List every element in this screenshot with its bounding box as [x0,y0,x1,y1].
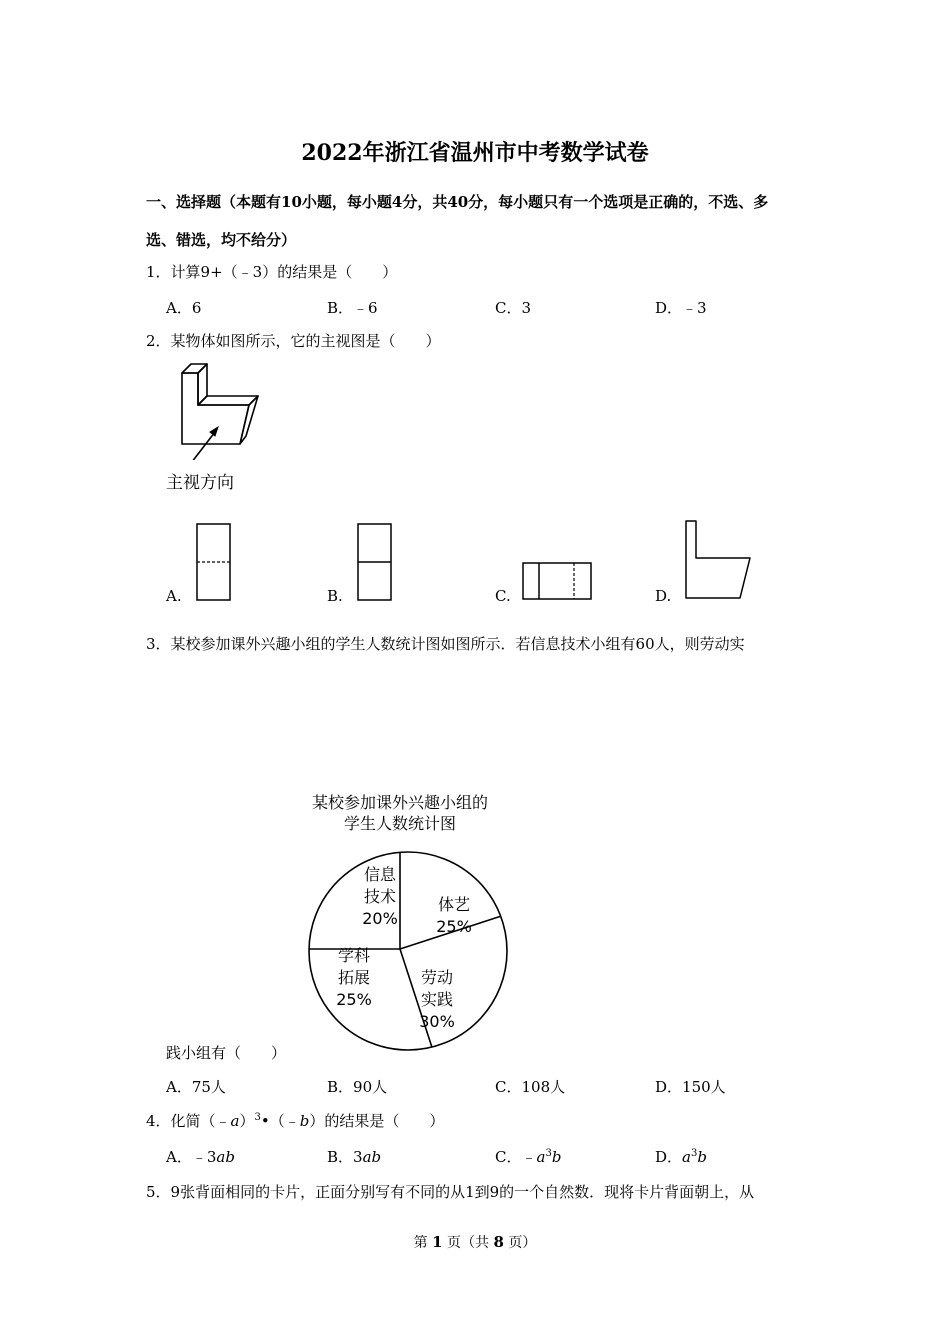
pie-label-info-tech-pct: 20% [362,909,398,928]
pie-slice-label-labor [414,967,460,1033]
q4-paren-close: ） [239,1112,255,1130]
q1-option-a: A．6 [166,299,202,317]
footer-prefix: 第 [413,1235,433,1251]
q3-option-c: C．108人 [495,1078,566,1096]
section-header-line2: 选、错选，均不给分） [146,231,297,249]
q1-option-d: D．﹣3 [655,299,707,317]
pie-label-arts-pct: 25% [436,917,472,936]
q4-stem-prefix: 4．化简（﹣ [146,1112,231,1130]
pie-slice-label-subject [332,945,376,1011]
q3-option-b: B．90人 [327,1078,388,1096]
q3-option-d: D．150人 [655,1078,726,1096]
q2-option-a-figure [196,522,232,602]
q4-b-var: ab [362,1148,382,1166]
section-header-line1: 一、选择题（本题有10小题，每小题4分，共40分，每小题只有一个选项是正确的，不选、多 [146,193,769,211]
question-1-stem: 1．计算9+（﹣3）的结果是（ ） [146,263,398,281]
q4-option-a [166,1146,235,1167]
q4-d-var-b: b [697,1148,707,1166]
q2-option-a: A. [166,587,182,605]
q4-d-exp: 3 [690,1148,698,1159]
pie-chart-title-line1: 某校参加课外兴趣小组的 [311,793,488,812]
footer-suffix: 页） [503,1235,537,1251]
page-title: 2022年浙江省温州市中考数学试卷 [301,140,649,166]
q4-option-b [327,1146,381,1167]
q4-a-var: ab [216,1148,235,1166]
q4-d-var-a: a [682,1148,691,1166]
q4-stem-suffix: ）的结果是（ ） [309,1112,445,1130]
pie-label-labor-line1: 劳动 [420,968,453,987]
question-2-stem: 2．某物体如图所示，它的主视图是（ ） [146,332,441,350]
q4-c-var-b: b [551,1148,562,1166]
q1-option-c: C．3 [495,299,532,317]
q2-option-b: B. [327,587,343,605]
q4-var-b: b [299,1112,310,1130]
q4-stem-mid: •（﹣ [260,1112,300,1130]
pie-label-subject-pct: 25% [336,990,372,1009]
q2-option-d-figure [683,518,753,602]
q2-option-d: D. [655,587,672,605]
q4-option-d [655,1146,707,1167]
q3-option-a: A．75人 [166,1078,226,1096]
page-footer [0,1232,950,1252]
q4-exponent: 3 [254,1112,261,1123]
q1-option-b: B．﹣6 [327,299,378,317]
question-4-stem [146,1110,444,1131]
footer-total-pages: 8 [493,1233,504,1251]
pie-label-info-tech-line1: 信息 [363,865,396,884]
pie-slice-label-info-tech [358,864,402,930]
question-5-stem: 5．9张背面相同的卡片，正面分别写有不同的从1到9的一个自然数．现将卡片背面朝上，从 [146,1183,755,1201]
q2-option-c: C. [495,587,511,605]
pie-label-subject-line2: 拓展 [337,968,370,987]
q4-c-exp: 3 [545,1148,552,1159]
question-3-stem-cont: 践小组有（ ） [166,1044,287,1062]
question-3-stem: 3．某校参加课外兴趣小组的学生人数统计图如图所示．若信息技术小组有60人，则劳动实 [146,635,745,653]
pie-label-labor-pct: 30% [419,1012,455,1031]
q4-var-a: a [230,1112,240,1130]
pie-label-labor-line2: 实践 [420,990,453,1009]
q4-c-var-a: a [536,1148,546,1166]
q4-a-prefix: A．﹣3 [166,1148,217,1166]
pie-slice-label-arts [430,894,478,938]
q4-b-prefix: B．3 [327,1148,363,1166]
pie-label-info-tech-line2: 技术 [363,887,396,906]
q4-option-c [495,1146,561,1167]
q4-c-prefix: C．﹣ [495,1148,537,1166]
pie-label-arts-line1: 体艺 [437,895,470,914]
pie-chart-title-line2: 学生人数统计图 [343,814,456,833]
q2-option-c-figure [522,561,594,601]
q2-object-figure [160,360,270,460]
footer-mid: 页（共 [442,1235,494,1251]
footer-page-number: 1 [432,1233,443,1251]
q4-d-prefix: D． [655,1148,683,1166]
pie-chart-title [280,792,520,834]
q2-view-direction-label: 主视方向 [166,473,234,493]
pie-label-subject-line1: 学科 [337,946,370,965]
q2-option-b-figure [357,522,393,602]
